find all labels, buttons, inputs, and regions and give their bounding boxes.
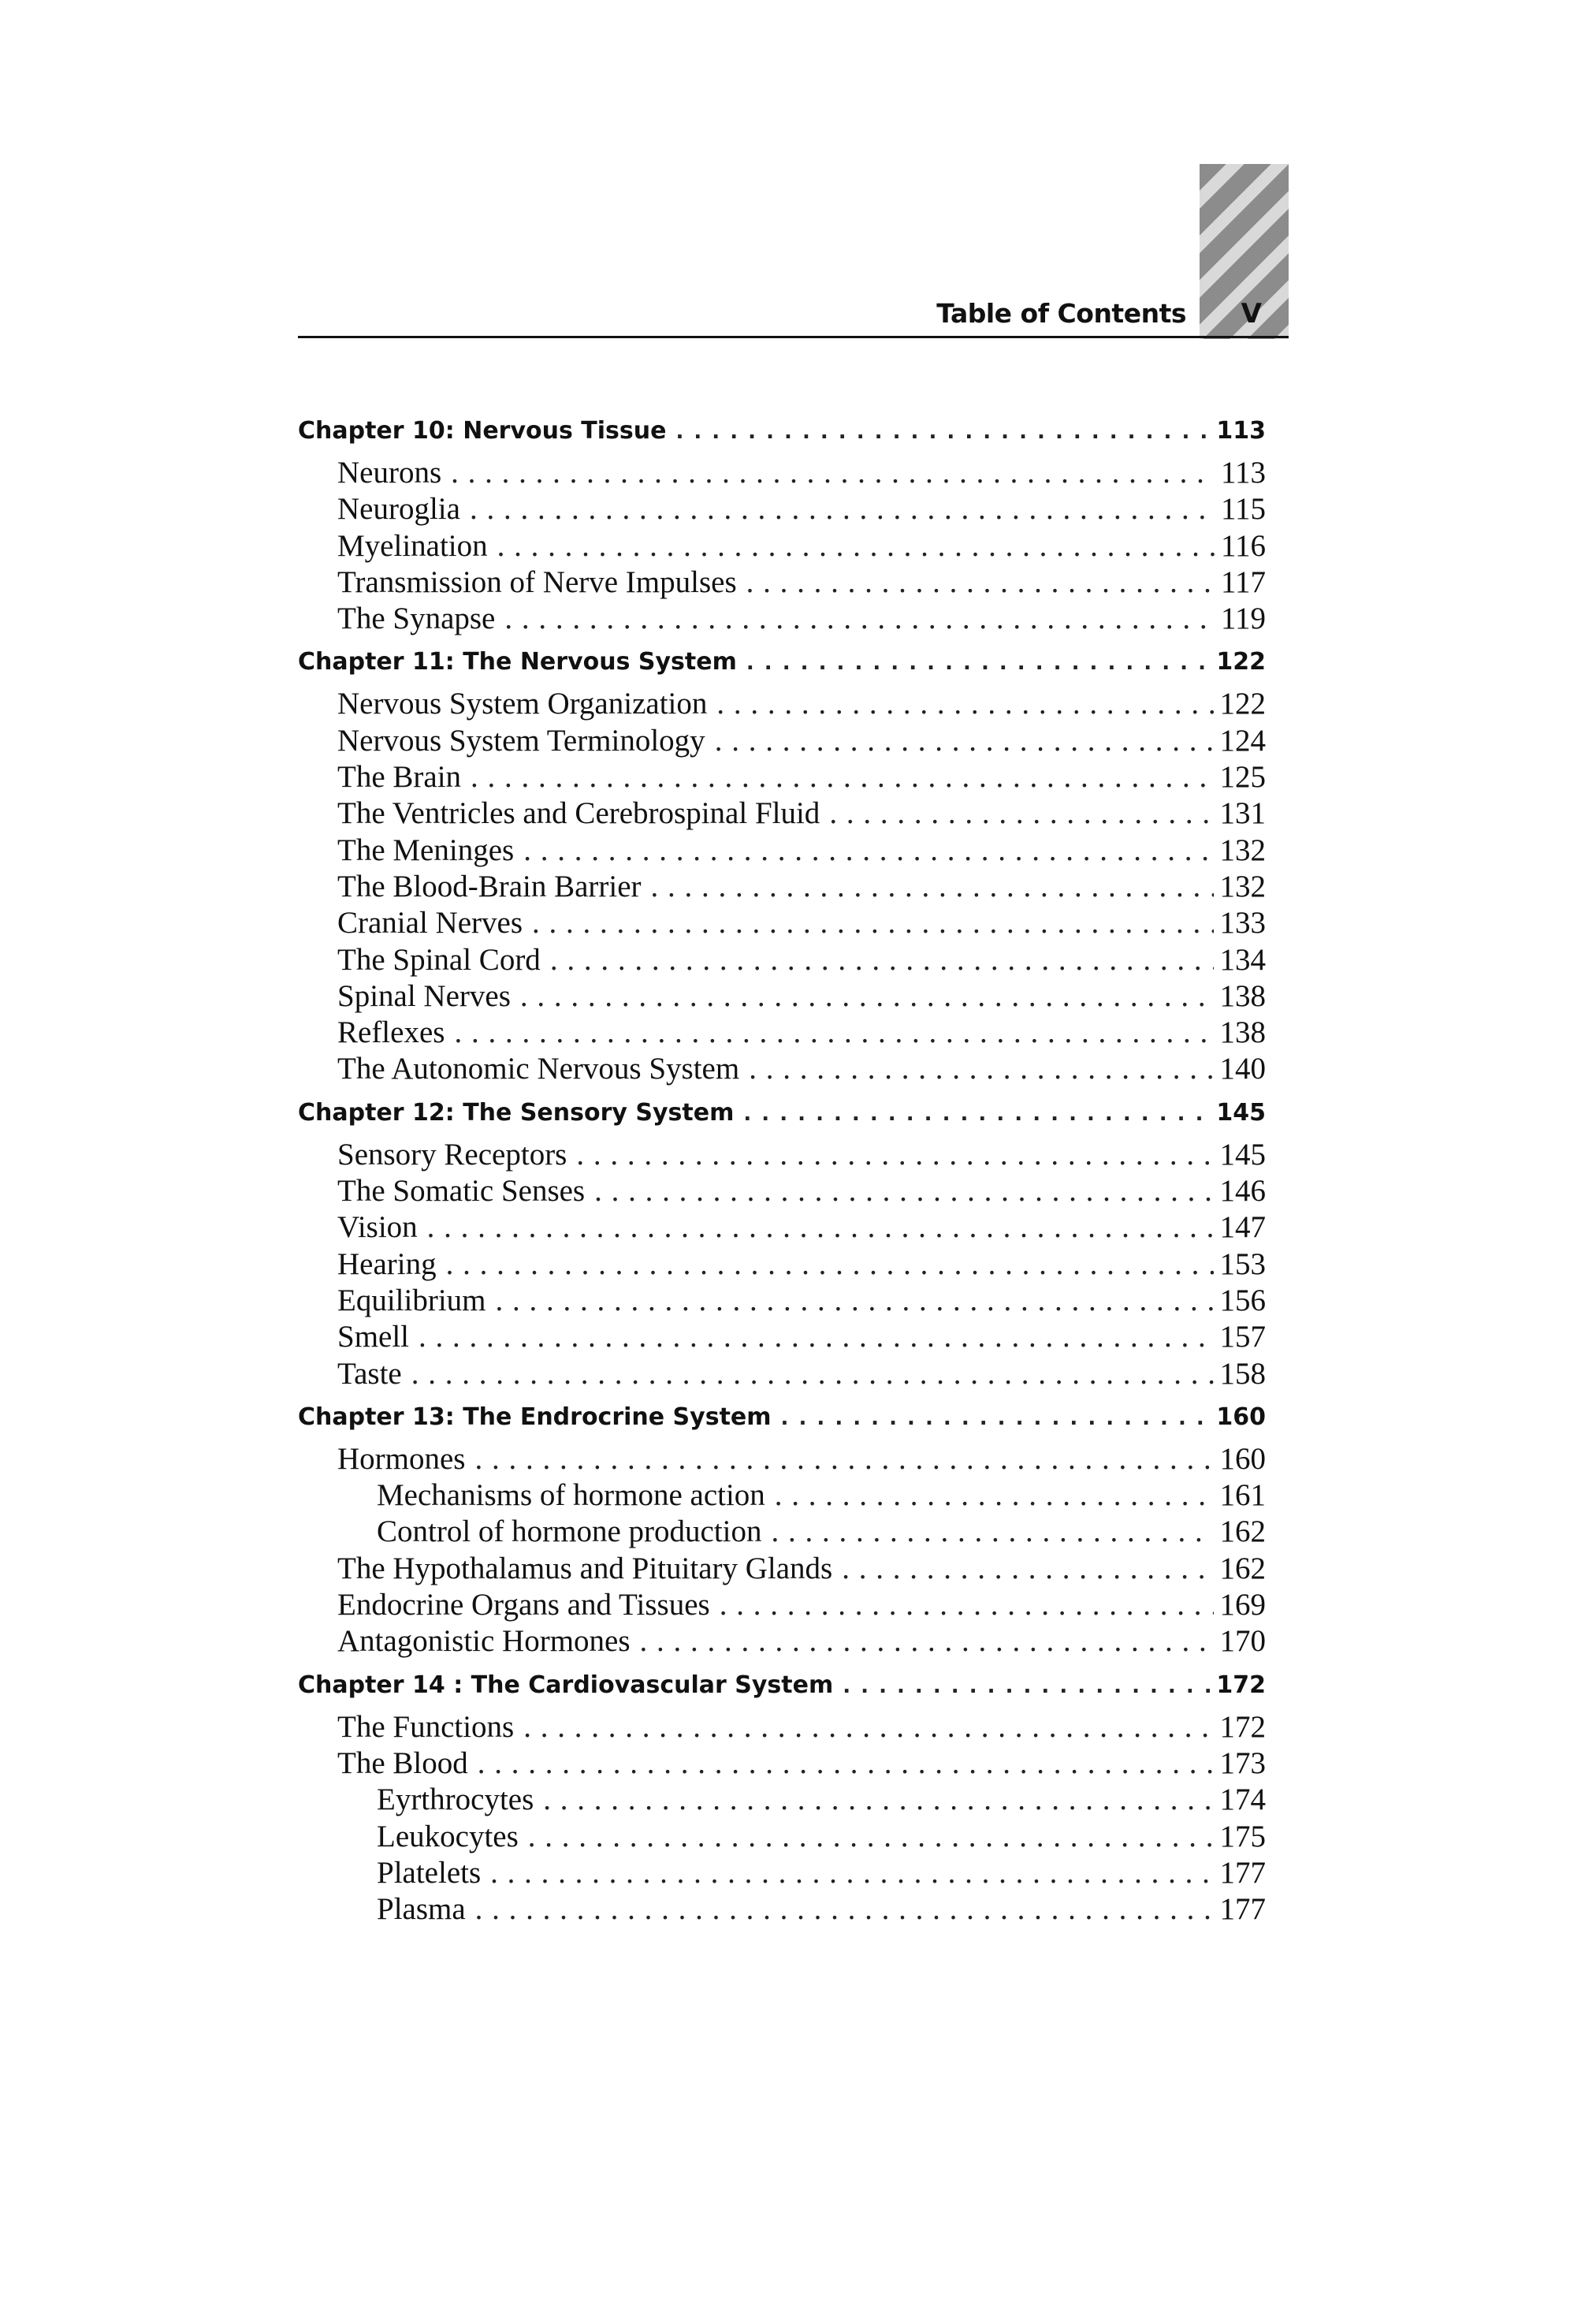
dot-leader <box>775 1477 1214 1514</box>
entry-title: The Somatic Senses <box>337 1174 586 1209</box>
dot-leader <box>716 686 1213 722</box>
toc-entry <box>298 528 1266 564</box>
toc-entry <box>298 1137 1266 1173</box>
dot-leader <box>772 1514 1214 1550</box>
toc-entry <box>298 942 1266 978</box>
entry-title: Sensory Receptors <box>337 1137 567 1172</box>
entry-page-number: 131 <box>1219 796 1266 831</box>
dot-leader <box>843 1666 1210 1706</box>
toc-subentry <box>298 1782 1266 1818</box>
toc-entry <box>298 491 1266 527</box>
toc-entry <box>298 1551 1266 1587</box>
entry-title: Cranial Nerves <box>337 906 523 941</box>
dot-leader <box>523 833 1213 869</box>
dot-leader <box>478 1745 1214 1782</box>
dot-leader <box>576 1137 1213 1173</box>
entry-page-number: 177 <box>1219 1855 1266 1890</box>
toc-entry <box>298 905 1266 941</box>
dot-leader <box>490 1855 1213 1891</box>
entry-page-number: 115 <box>1220 492 1266 527</box>
entry-title: Neuroglia <box>337 492 460 527</box>
entry-title: Transmission of Nerve Impulses <box>337 564 737 599</box>
entry-page-number: 145 <box>1219 1137 1266 1172</box>
entry-page-number: 169 <box>1219 1588 1266 1622</box>
entry-title: Neurons <box>337 456 442 490</box>
entry-title: The Functions <box>337 1709 515 1744</box>
entry-page-number: 146 <box>1219 1174 1266 1209</box>
dot-leader <box>497 528 1215 564</box>
toc-entry <box>298 795 1266 832</box>
toc-entry <box>298 869 1266 905</box>
dot-leader <box>543 1782 1213 1818</box>
entry-page-number: 162 <box>1219 1551 1266 1585</box>
entry-page-number: 156 <box>1219 1283 1266 1317</box>
entry-page-number: 119 <box>1220 602 1266 636</box>
chapter-title: Chapter 10: Nervous Tissue <box>298 417 667 445</box>
toc-entry <box>298 1051 1266 1087</box>
entry-page-number: 117 <box>1220 564 1266 599</box>
entry-page-number: 122 <box>1219 687 1266 721</box>
toc-entry <box>298 833 1266 869</box>
entry-page-number: 134 <box>1219 942 1266 977</box>
toc-entry <box>298 601 1266 637</box>
toc-entry <box>298 1319 1266 1355</box>
entry-title: Smell <box>337 1320 410 1354</box>
entry-title: Reflexes <box>337 1015 445 1050</box>
toc-entry <box>298 1209 1266 1246</box>
entry-title: The Hypothalamus and Pituitary Glands <box>337 1551 833 1585</box>
toc-subentry <box>298 1891 1266 1928</box>
entry-title: Myelination <box>337 528 488 563</box>
entry-page-number: 133 <box>1219 906 1266 941</box>
toc-entry <box>298 1745 1266 1782</box>
dot-leader <box>528 1819 1214 1855</box>
chapter-title: Chapter 14 : The Cardiovascular System <box>298 1671 834 1699</box>
dot-leader <box>504 601 1215 637</box>
dot-leader <box>550 942 1214 978</box>
dot-leader <box>471 759 1213 795</box>
toc-entry <box>298 564 1266 601</box>
entry-title: The Spinal Cord <box>337 942 541 977</box>
running-head-title: Table of Contents <box>936 298 1186 329</box>
entry-title: Antagonistic Hormones <box>337 1624 631 1659</box>
entry-title: Taste <box>337 1356 402 1391</box>
entry-page-number: 125 <box>1219 760 1266 795</box>
page-number: V <box>1241 298 1262 330</box>
entry-page-number: 173 <box>1219 1745 1266 1780</box>
entry-page-number: 140 <box>1219 1052 1266 1086</box>
dot-leader <box>427 1209 1214 1246</box>
dot-leader <box>640 1623 1214 1660</box>
dot-leader <box>746 564 1215 601</box>
entry-title: The Blood-Brain Barrier <box>337 869 642 903</box>
entry-title: Nervous System Terminology <box>337 723 705 758</box>
entry-page-number: 138 <box>1219 1015 1266 1050</box>
entry-title: Vision <box>337 1210 418 1245</box>
toc-subentry <box>298 1514 1266 1550</box>
chapter-heading <box>298 642 1266 683</box>
entry-title: Nervous System Organization <box>337 687 708 721</box>
entry-title: Control of hormone production <box>377 1514 762 1549</box>
toc-entry <box>298 1623 1266 1660</box>
toc-entry <box>298 1356 1266 1392</box>
entry-title: Platelets <box>377 1855 482 1890</box>
header-rule <box>298 336 1289 338</box>
dot-leader <box>749 1051 1213 1087</box>
chapter-page-number: 145 <box>1216 1098 1266 1127</box>
toc-subentry <box>298 1819 1266 1855</box>
entry-page-number: 162 <box>1219 1514 1266 1549</box>
entry-page-number: 147 <box>1219 1210 1266 1245</box>
toc-entry <box>298 723 1266 759</box>
chapter-page-number: 113 <box>1216 417 1266 445</box>
dot-leader <box>532 905 1214 941</box>
dot-leader <box>474 1441 1213 1477</box>
chapter-page-number: 122 <box>1216 648 1266 676</box>
dot-leader <box>411 1356 1214 1392</box>
toc-entry <box>298 1709 1266 1745</box>
entry-page-number: 124 <box>1219 723 1266 758</box>
entry-page-number: 116 <box>1220 528 1266 563</box>
chapter-title: Chapter 11: The Nervous System <box>298 648 737 676</box>
dot-leader <box>475 1891 1214 1928</box>
entry-title: The Synapse <box>337 602 496 636</box>
chapter-heading <box>298 1665 1266 1706</box>
entry-page-number: 161 <box>1219 1478 1266 1513</box>
entry-title: The Ventricles and Cerebrospinal Fluid <box>337 796 820 831</box>
toc-entry <box>298 1246 1266 1283</box>
entry-page-number: 174 <box>1219 1783 1266 1817</box>
dot-leader <box>675 412 1210 452</box>
entry-page-number: 132 <box>1219 869 1266 903</box>
entry-title: Equilibrium <box>337 1283 486 1317</box>
entry-page-number: 113 <box>1220 456 1266 490</box>
entry-title: Plasma <box>377 1892 466 1927</box>
toc-entry <box>298 1283 1266 1319</box>
dot-leader <box>594 1173 1213 1209</box>
dot-leader <box>496 1283 1214 1319</box>
toc-entry <box>298 978 1266 1015</box>
toc-subentry <box>298 1477 1266 1514</box>
entry-page-number: 138 <box>1219 978 1266 1013</box>
chapter-page-number: 160 <box>1216 1403 1266 1431</box>
toc-entry <box>298 686 1266 722</box>
entry-title: Leukocytes <box>377 1819 519 1853</box>
dot-leader <box>470 491 1215 527</box>
chapter-page-number: 172 <box>1216 1671 1266 1699</box>
entry-page-number: 160 <box>1219 1441 1266 1476</box>
chapter-title: Chapter 13: The Endrocrine System <box>298 1403 772 1431</box>
chapter-heading <box>298 1093 1266 1134</box>
chapter-heading <box>298 1397 1266 1438</box>
entry-title: Mechanisms of hormone action <box>377 1478 765 1513</box>
entry-page-number: 158 <box>1219 1356 1266 1391</box>
dot-leader <box>746 643 1211 683</box>
dot-leader <box>523 1709 1213 1745</box>
toc-subentry <box>298 1855 1266 1891</box>
entry-title: The Brain <box>337 760 462 795</box>
entry-title: Spinal Nerves <box>337 978 511 1013</box>
table-of-contents <box>298 406 1266 1928</box>
dot-leader <box>454 1015 1213 1051</box>
entry-page-number: 177 <box>1219 1892 1266 1927</box>
entry-page-number: 132 <box>1219 833 1266 867</box>
toc-entry <box>298 455 1266 491</box>
entry-title: Eyrthrocytes <box>377 1783 534 1817</box>
entry-title: Hearing <box>337 1246 437 1281</box>
dot-leader <box>720 1587 1214 1623</box>
dot-leader <box>451 455 1215 491</box>
dot-leader <box>781 1398 1211 1438</box>
entry-title: The Autonomic Nervous System <box>337 1052 740 1086</box>
entry-page-number: 172 <box>1219 1709 1266 1744</box>
entry-page-number: 170 <box>1219 1624 1266 1659</box>
dot-leader <box>715 723 1214 759</box>
chapter-heading <box>298 411 1266 452</box>
toc-entry <box>298 1015 1266 1051</box>
entry-title: The Blood <box>337 1745 468 1780</box>
chapter-title: Chapter 12: The Sensory System <box>298 1098 735 1127</box>
entry-page-number: 153 <box>1219 1246 1266 1281</box>
dot-leader <box>829 795 1213 832</box>
page-header <box>298 292 1289 336</box>
dot-leader <box>419 1319 1213 1355</box>
toc-entry <box>298 1173 1266 1209</box>
dot-leader <box>743 1093 1210 1134</box>
entry-title: Endocrine Organs and Tissues <box>337 1588 710 1622</box>
entry-page-number: 175 <box>1219 1819 1266 1853</box>
entry-title: The Meninges <box>337 833 515 867</box>
dot-leader <box>842 1551 1213 1587</box>
dot-leader <box>651 869 1214 905</box>
dot-leader <box>446 1246 1214 1283</box>
entry-title: Hormones <box>337 1441 466 1476</box>
dot-leader <box>520 978 1214 1015</box>
toc-entry <box>298 1587 1266 1623</box>
entry-page-number: 157 <box>1219 1320 1266 1354</box>
toc-entry <box>298 1441 1266 1477</box>
toc-entry <box>298 759 1266 795</box>
